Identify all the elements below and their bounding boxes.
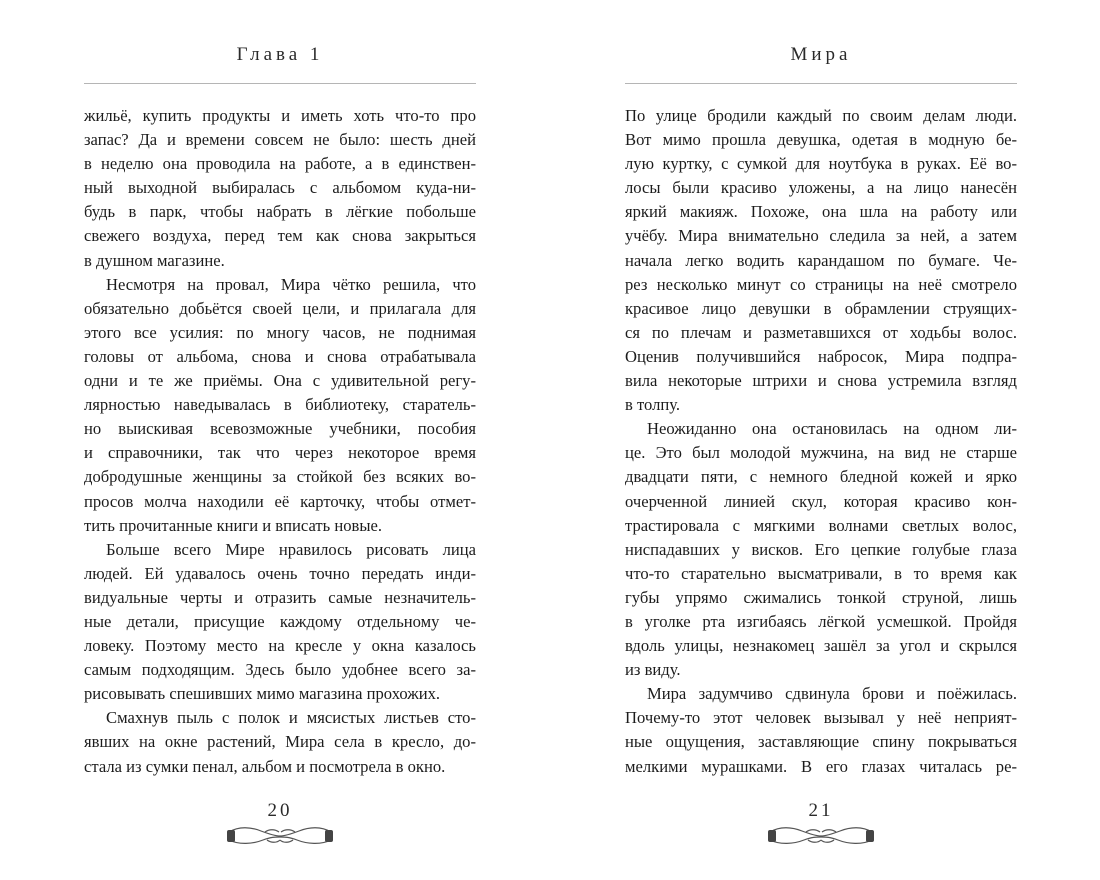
- text-line: ные ощущения, заставляющие спину покрываться: [625, 732, 1017, 752]
- text-line: стала из сумки пенал, альбом и посмотрела в окно.: [84, 756, 446, 776]
- text-line: головы от альбома, снова и снова отрабатывала: [84, 346, 476, 366]
- page-number-left: 20: [267, 800, 293, 821]
- text-line: це. Это был молодой мужчина, на вид не старше: [625, 443, 1017, 463]
- text-line: губы упрямо сжимались тонкой струной, лишь: [625, 587, 1017, 607]
- header-rule-right: [625, 83, 1017, 84]
- text-line: самым подходящим. Здесь было удобнее всего за-: [84, 660, 476, 680]
- text-line: явших на окне растений, Мира села в кресло, до-: [84, 732, 476, 752]
- text-line: очерченной линией скул, которая красиво кон-: [625, 491, 1017, 511]
- body-text-right: [625, 104, 1017, 779]
- text-line: Почему-то этот человек вызывал у неё неприят-: [625, 708, 1017, 728]
- text-line: учёбу. Мира внимательно следила за ней, а затем: [625, 226, 1017, 246]
- left-page: [84, 0, 476, 880]
- text-line: ся по плечам и разметавшихся от ходьбы волос.: [625, 322, 1017, 342]
- clasped-hands-icon: [225, 820, 335, 850]
- text-line: лосы были красиво уложены, а на лицо нанесён: [625, 178, 1017, 198]
- text-line: и справочники, так что через некоторое время: [84, 443, 476, 463]
- text-line: лую куртку, с сумкой для ноутбука в руках. Её во-: [625, 154, 1017, 174]
- text-line: свежего воздуха, перед тем как снова закрыться: [84, 226, 476, 246]
- text-line: из виду.: [625, 660, 681, 680]
- text-line: двадцати пяти, с немного бледной кожей и ярко: [625, 467, 1017, 487]
- text-line: этого все усилия: по многу часов, не поднимая: [84, 322, 476, 342]
- header-rule-left: [84, 83, 476, 84]
- text-line: что-то старательно высматривали, в то время как: [625, 563, 1017, 583]
- text-line: в уголке рта изгибаясь лёгкой усмешкой. Пройдя: [625, 611, 1017, 631]
- text-line: лярностью наведывалась в библиотеку, старатель-: [84, 395, 476, 415]
- text-line: вила некоторые штрихи и снова устремила взгляд: [625, 371, 1017, 391]
- clasped-hands-icon: [766, 820, 876, 850]
- text-line: в неделю она проводила на работе, а в единствен-: [84, 154, 476, 174]
- text-line: Мира задумчиво сдвинула брови и поёжилась.: [647, 684, 1017, 704]
- text-line: обязательно добьётся своей цели, и прилагала для: [84, 298, 476, 318]
- text-line: Несмотря на провал, Мира чётко решила, что: [106, 274, 476, 294]
- right-page: [625, 0, 1017, 880]
- text-line: видуальные черты и отразить самые незначитель-: [84, 587, 476, 607]
- text-line: ловеку. Поэтому место на кресле у окна казалось: [84, 636, 476, 656]
- text-line: По улице бродили каждый по своим делам люди.: [625, 106, 1017, 125]
- text-line: красивое лицо девушки в обрамлении струящих-: [625, 298, 1017, 318]
- text-line: в душном магазине.: [84, 250, 225, 270]
- text-line: тить прочитанные книги и вписать новые.: [84, 515, 383, 535]
- text-line: одни и те же приёмы. Она с удивительной регу-: [84, 371, 476, 391]
- text-line: жильё, купить продукты и иметь хоть что-то про: [84, 106, 476, 125]
- text-line: Вот мимо прошла девушка, одетая в модную бе-: [625, 130, 1017, 150]
- text-line: будь в парк, чтобы набрать в лёгкие побольше: [84, 202, 476, 222]
- text-line: яркий макияж. Похоже, она шла на работу или: [625, 202, 1017, 222]
- text-line: ный выходной выбиралась с альбомом куда-ни-: [84, 178, 476, 198]
- text-line: мелкими мурашками. В его глазах читалась ре-: [625, 756, 1017, 776]
- text-line: Оценив получившийся набросок, Мира подпра-: [625, 346, 1017, 366]
- text-line: Неожиданно она остановилась на одном ли-: [647, 419, 1017, 439]
- running-head-right: Мира: [790, 44, 852, 65]
- text-line: добродушные женщины за стойкой без всяких во-: [84, 467, 476, 487]
- page-number-right: 21: [808, 800, 834, 821]
- body-text-left: [84, 104, 476, 779]
- text-line: просов молча находили её карточку, чтобы отмет-: [84, 491, 476, 511]
- running-head-left: Глава 1: [236, 44, 324, 65]
- text-line: ниспадавших у висков. Его цепкие голубые глаза: [625, 539, 1017, 559]
- text-line: трастировала с мягкими волнами светлых волос,: [625, 515, 1017, 535]
- text-line: запас? Да и времени совсем не было: шесть дней: [84, 130, 476, 150]
- text-line: Больше всего Мире нравилось рисовать лица: [106, 539, 476, 559]
- text-line: людей. Ей удавалось очень точно передать инди-: [84, 563, 476, 583]
- text-line: в толпу.: [625, 395, 681, 415]
- text-line: вдоль улицы, незнакомец зашёл за угол и скрылся: [625, 636, 1017, 656]
- text-line: начала легко водить карандашом по бумаге. Че-: [625, 250, 1017, 270]
- text-line: ные детали, присущие каждому отдельному че-: [84, 611, 476, 631]
- text-line: рисовывать спешивших мимо магазина прохожих.: [84, 684, 441, 704]
- text-line: но выискивая всевозможные учебники, пособия: [84, 419, 476, 439]
- text-line: рез несколько минут со страницы на неё смотрело: [625, 274, 1017, 294]
- text-line: Смахнув пыль с полок и мясистых листьев сто-: [106, 708, 476, 728]
